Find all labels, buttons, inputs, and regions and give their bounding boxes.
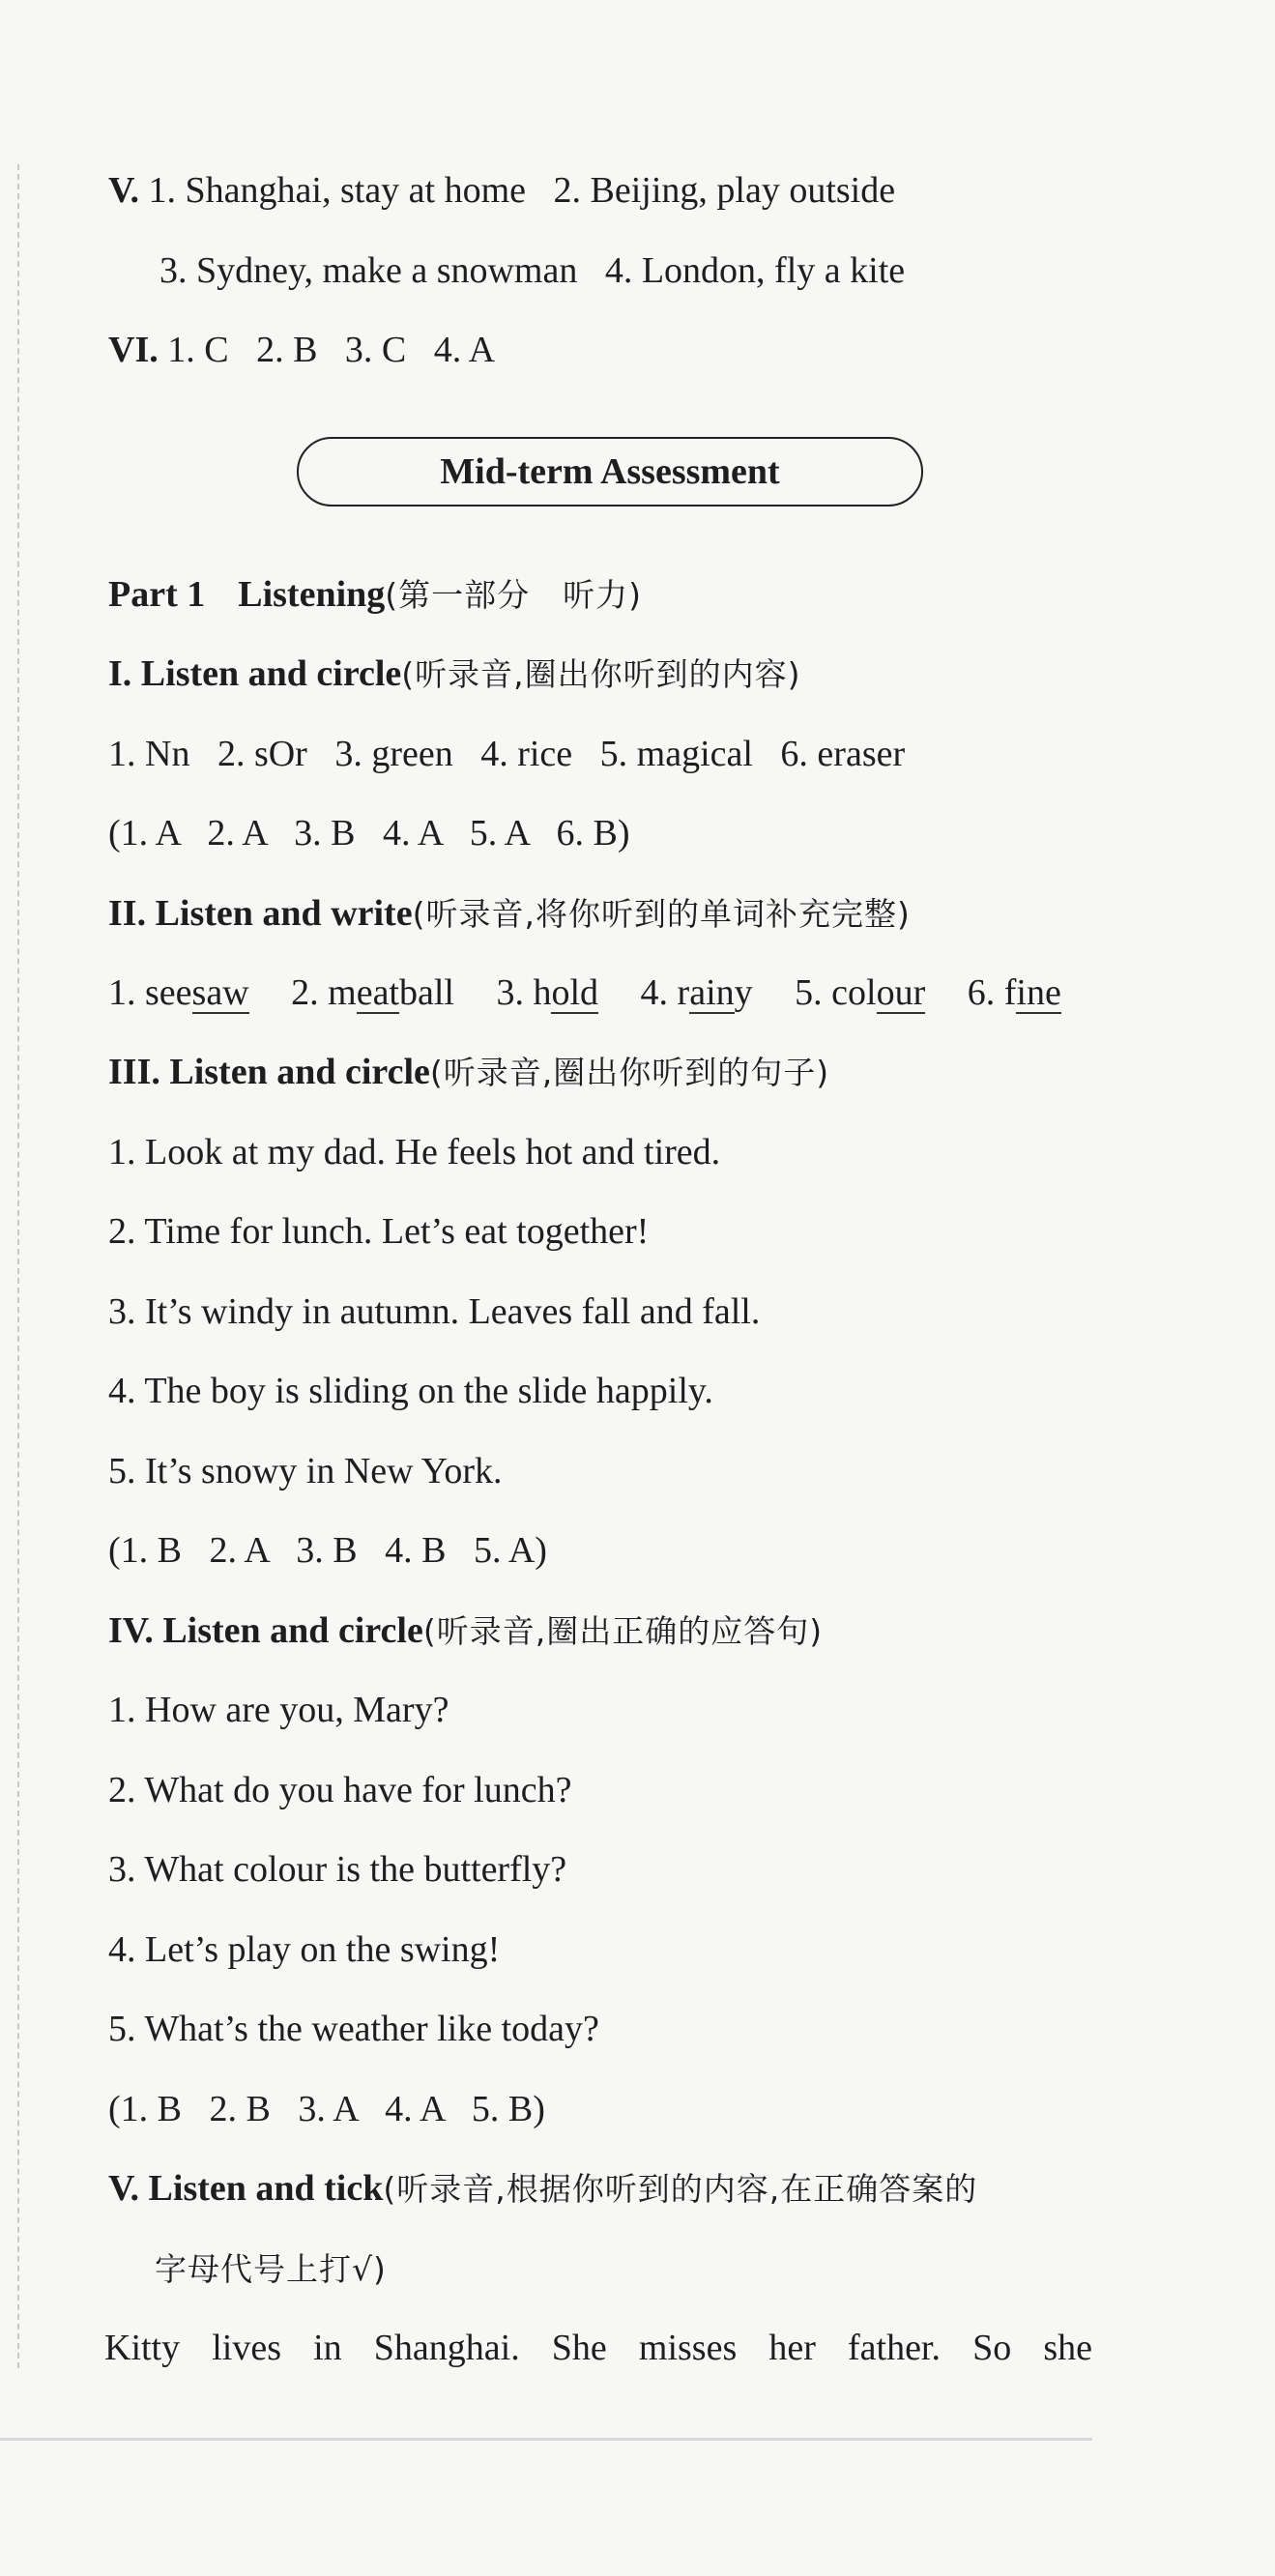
q1-answers: (1. A 2. A 3. B 4. A 5. A 6. B) (108, 813, 630, 854)
q4-answers: (1. B 2. B 3. A 4. A 5. B) (108, 2089, 545, 2129)
q4-sentence: 5. What’s the weather like today? (108, 2009, 599, 2049)
q4-heading: IV. Listen and circle(听录音,圈出正确的应答句) (108, 1610, 824, 1651)
q3-sentence: 1. Look at my dad. He feels hot and tired. (108, 1132, 721, 1172)
q2-words (108, 969, 1061, 1017)
q5-heading-cont: 字母代号上打√) (155, 2250, 387, 2288)
q2-word: 2. meatball (291, 972, 454, 1013)
midterm-title-box (297, 437, 923, 507)
q3-sentence: 2. Time for lunch. Let’s eat together! (108, 1211, 650, 1252)
q1-heading: I. Listen and circle(听录音,圈出你听到的内容) (108, 653, 801, 694)
q2-word: 5. colour (795, 972, 926, 1013)
q2-word: 4. rainy (640, 972, 753, 1013)
q4-sentence: 1. How are you, Mary? (108, 1690, 449, 1730)
q3-sentence: 5. It’s snowy in New York. (108, 1451, 503, 1491)
bottom-divider (0, 2438, 1092, 2441)
q3-answers: (1. B 2. A 3. B 4. B 5. A) (108, 1530, 547, 1571)
q2-heading: II. Listen and write(听录音,将你听到的单词补充完整) (108, 893, 911, 934)
binding-margin-line (17, 164, 19, 2368)
q1-items: 1. Nn 2. sOr 3. green 4. rice 5. magical 6. eraser (108, 734, 906, 774)
midterm-title: Mid-term Assessment (440, 451, 780, 492)
q2-word: 1. seesaw (108, 972, 249, 1013)
section-v-line2: 3. Sydney, make a snowman 4. London, fly a kite (159, 250, 906, 291)
section-vi-line: VI. 1. C 2. B 3. C 4. A (108, 330, 496, 370)
q4-sentence: 3. What colour is the butterfly? (108, 1849, 567, 1890)
q2-word: 3. hold (496, 972, 599, 1013)
section-v-line1: V. 1. Shanghai, stay at home 2. Beijing, play outside (108, 170, 896, 211)
q4-sentence: 2. What do you have for lunch? (108, 1770, 572, 1810)
q3-heading: III. Listen and circle(听录音,圈出你听到的句子) (108, 1052, 830, 1092)
q3-sentence: 3. It’s windy in autumn. Leaves fall and fall. (108, 1291, 761, 1332)
q5-heading: V. Listen and tick(听录音,根据你听到的内容,在正确答案的 (108, 2168, 978, 2209)
q4-sentence: 4. Let’s play on the swing! (108, 1929, 501, 1970)
q5-passage: Kitty lives in Shanghai. She misses her father. So she (104, 2328, 1092, 2368)
part1-heading: Part 1 Listening(第一部分 听力) (108, 574, 643, 615)
q3-sentence: 4. The boy is sliding on the slide happily. (108, 1371, 713, 1411)
q2-word: 6. fine (967, 972, 1061, 1013)
